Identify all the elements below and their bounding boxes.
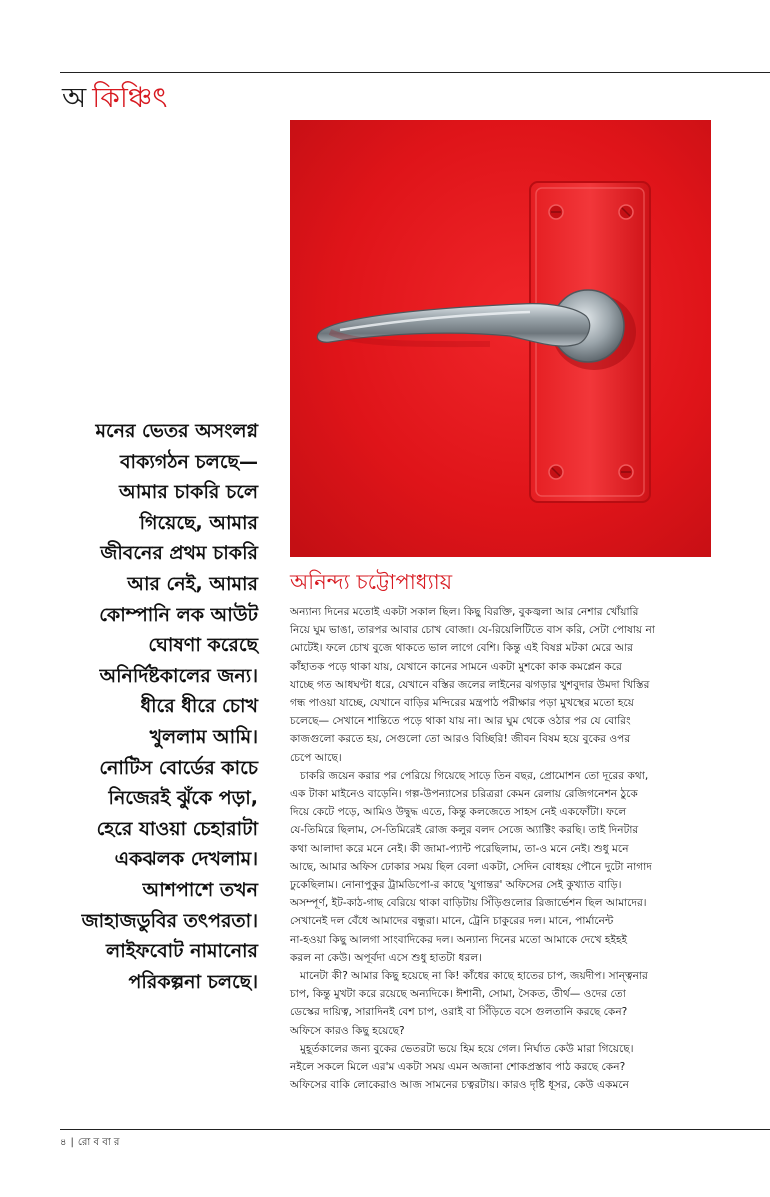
text-line: নইলে সকলে মিলে এর'ম একটা সময় এমন অজানা শোকপ্রস্তাব পাঠ করছে কেন? bbox=[290, 1061, 626, 1074]
text-line: অন্যান্য দিনের মতোই একটা সকাল ছিল। কিছু বিরক্তি, বুকজ্বলা আর নেশার খোঁয়ারি bbox=[290, 606, 639, 618]
pull-quote-line: আশপাশে তখন bbox=[142, 878, 258, 901]
pull-quote bbox=[58, 416, 258, 997]
text-line: অসম্পূর্ণ, ইট-কাঠ-গাছ বেরিয়ে থাকা বাড়িটায় সিঁড়িগুলোর রিজার্ভেশন ছিল আমাদের। bbox=[290, 897, 647, 910]
text-line: আছে, আমার অফিস ঢোকার সময় ছিল বেলা একটা, সেদিন বোধহয় পৌনে দুটো নাগাদ bbox=[290, 860, 652, 873]
text-line: চলেছে— সেখানে শান্তিতে পড়ে থাকা যায় না। আর ঘুম থেকে ওঠার পর যে বোরিং bbox=[290, 715, 631, 728]
article-paragraph bbox=[290, 967, 702, 1040]
text-line: সেখানেই দল বেঁধে আমাদের বন্ধুরা। মানে, ট্রেনি চাকুরের দল। মানে, পার্মানেন্ট bbox=[290, 915, 614, 928]
section-prefix: অ bbox=[62, 81, 87, 114]
pull-quote-line: আর নেই, আমার bbox=[127, 572, 258, 595]
pull-quote-line: জাহাজডুবির তৎপরতা। bbox=[81, 909, 258, 932]
text-line: যে-তিমিরে ছিলাম, সে-তিমিরেই রোজ কলুর বলদ সেজে অ্যাক্টিং করছি। তাই দিনটার bbox=[290, 824, 639, 837]
text-line: ডেস্কের দায়িত্ব, সারাদিনই বেশ চাপ, ওরাই বা সিঁড়িতে বসে গুলতানি করছে কেন? bbox=[290, 1006, 628, 1019]
pull-quote-line: নিজেরই ঝুঁকে পড়া, bbox=[108, 787, 258, 810]
bottom-rule bbox=[60, 1129, 770, 1130]
text-line: কথা আলাদা করে মনে নেই। কী জামা-প্যান্ট পরেছিলাম, তা-ও মনে নেই। শুধু মনে bbox=[290, 842, 629, 855]
pull-quote-line: কোম্পানি লক আউট bbox=[99, 603, 258, 626]
text-line: নিয়ে ঘুম ভাঙা, তারপর আবার চোখ বোজা। যে-রিয়েলিটিতে বাস করি, সেটা পোষায় না bbox=[290, 624, 655, 637]
text-line: কাঁহাতক পড়ে থাকা যায়, যেখানে কানের সামনে একটা মুশকো কাক কমপ্লেন করে bbox=[290, 660, 622, 673]
pull-quote-line: নোটিস বোর্ডের কাচে bbox=[99, 756, 258, 779]
page-footer bbox=[60, 1136, 119, 1150]
page-number: ৪ bbox=[60, 1137, 67, 1148]
article-paragraph bbox=[290, 603, 702, 767]
text-line: মোটেই। ফলে চোখ বুজে থাকতে ভাল লাগে বেশি। কিন্তু এই বিষণ্ণ মটকা মেরে আর bbox=[290, 642, 634, 655]
text-line: দিয়ে কেটে পড়ে, আমিও উদ্বুদ্ধ এতে, কিন্তু কলজেতে সাহস নেই একফোঁটা। ফলে bbox=[290, 806, 627, 819]
door-handle-image bbox=[290, 120, 711, 557]
magazine-name: রো ব বা র bbox=[77, 1137, 120, 1148]
text-line: এক টাকা মাইনেও বাড়েনি। গল্প-উপন্যাসের চরিত্ররা কেমন রেলায় রেজিগনেশন ঠুকে bbox=[290, 788, 638, 801]
text-line: না-হওয়া কিছু আলগা সাংবাদিকের দল। অন্যান্য দিনের মতো আমাকে দেখে হইহই bbox=[290, 933, 628, 946]
section-name: কিঞ্চিৎ bbox=[92, 81, 168, 114]
pull-quote-line: খুললাম আমি। bbox=[149, 725, 258, 748]
text-line: অফিসে কারও কিছু হয়েছে? bbox=[290, 1024, 405, 1037]
text-line: যাচ্ছে গত আধঘণ্টা ধরে, যেখানে বস্তির জলের লাইনের ঝগড়ার খুশবুদার উমদা খিস্তির bbox=[290, 678, 650, 691]
text-line: কাজগুলো করতে হয়, সেগুলো তো আরও বিচ্ছিরি! জীবন বিষম হয়ে বুকের ওপর bbox=[290, 733, 631, 746]
text-line: মুহূর্তকালের জন্য বুকের ভেতরটা ভয়ে হিম হয়ে গেল। নির্ঘাত কেউ মারা গিয়েছে। bbox=[300, 1042, 634, 1055]
text-line: গন্ধ পাওয়া যাচ্ছে, যেখানে বাড়ির মন্দিরের মন্ত্রপাঠ পরীক্ষার পড়া মুখস্থের মতো হয়ে bbox=[290, 697, 634, 710]
text-line: চাকরি জয়েন করার পর পেরিয়ে গিয়েছে সাড়ে তিন বছর, প্রোমোশন তো দূরের কথা, bbox=[300, 769, 649, 782]
pull-quote-line: বাক্যগঠন চলছে— bbox=[119, 450, 258, 473]
pull-quote-line: হেরে যাওয়া চেহারাটা bbox=[96, 817, 258, 840]
pull-quote-line: মনের ভেতর অসংলগ্ন bbox=[95, 420, 258, 442]
pull-quote-line: লাইফবোট নামানোর bbox=[106, 940, 258, 963]
pull-quote-line: পরিকল্পনা চলছে। bbox=[128, 970, 258, 993]
text-line: চাপ, কিন্তু মুখটা করে রয়েছে অন্যদিকে। ঈশানী, সোমা, সৈকত, তীর্থ— ওদের তো bbox=[290, 988, 626, 1001]
article-paragraph bbox=[290, 767, 702, 967]
pull-quote-line: ঘোষণা করেছে bbox=[148, 634, 258, 657]
text-line: অফিসের বাকি লোকেরাও আজ সামনের চত্বরটায়। কারও দৃষ্টি ধূসর, কেউ একমনে bbox=[290, 1079, 629, 1092]
pull-quote-line: একঝলক দেখলাম। bbox=[114, 848, 258, 871]
pull-quote-line: আমার চাকরি চলে bbox=[119, 481, 258, 504]
text-line: মানেটা কী? আমার কিছু হয়েছে না কি! কাঁধের কাছে হাতের চাপ, জয়দীপ। সান্ত্বনার bbox=[300, 970, 648, 983]
text-line: চেপে আছে। bbox=[290, 751, 342, 764]
top-rule bbox=[60, 72, 770, 73]
footer-separator: | bbox=[70, 1137, 74, 1148]
pull-quote-line: গিয়েছে, আমার bbox=[139, 511, 258, 534]
article-paragraph bbox=[290, 1040, 702, 1095]
text-line: ঢুকেছিলাম। নোনাপুকুর ট্রামডিপো-র কাছে 'যুগান্তর' অফিসের সেই কুখ্যাত বাড়ি। bbox=[290, 879, 622, 892]
pull-quote-line: জীবনের প্রথম চাকরি bbox=[100, 542, 258, 565]
section-header bbox=[62, 80, 167, 116]
article-photo bbox=[290, 120, 711, 557]
author-byline: অনিন্দ্য চট্টোপাধ্যায় bbox=[290, 570, 453, 594]
article-body bbox=[290, 603, 702, 1094]
pull-quote-line: ধীরে ধীরে চোখ bbox=[140, 695, 258, 718]
text-line: করল না কেউ। অপূর্বদা এসে শুধু হাতটা ধরল। bbox=[290, 951, 482, 964]
pull-quote-line: অনির্দিষ্টকালের জন্য। bbox=[99, 664, 258, 687]
